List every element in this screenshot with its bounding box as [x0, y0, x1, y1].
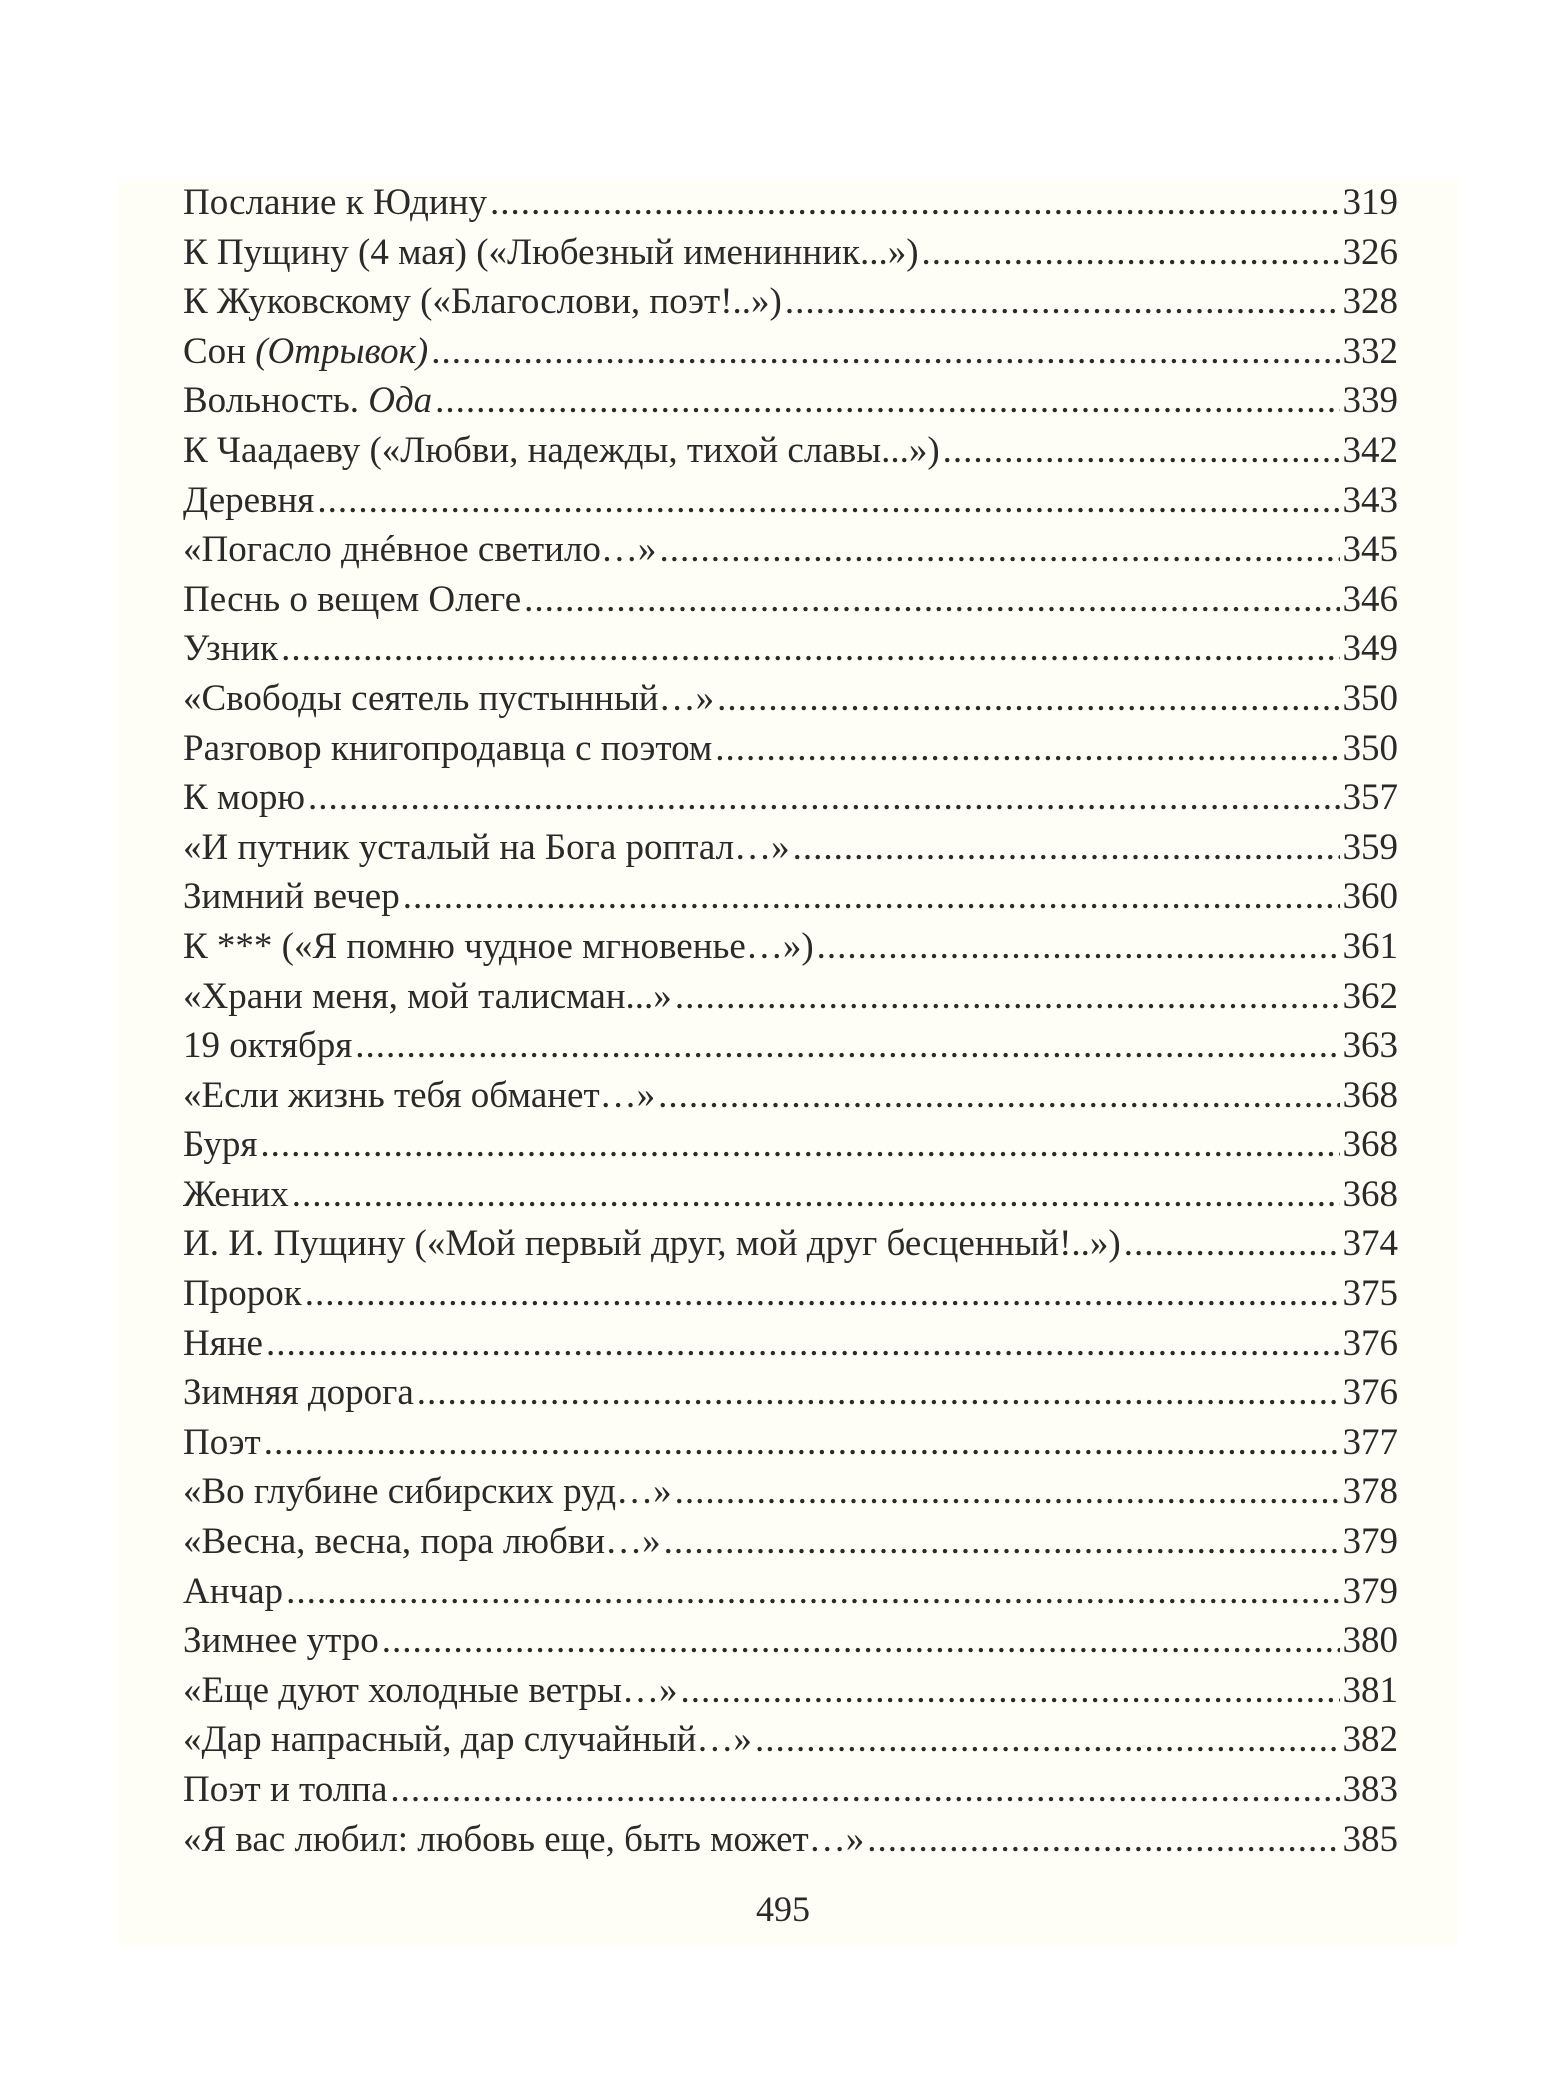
dot-leader: [431, 327, 1339, 377]
toc-entry-page: 362: [1342, 975, 1398, 1017]
toc-entry-title: [183, 972, 672, 1022]
toc-entry-title-text: Зимний вечер: [183, 876, 400, 918]
toc-entry-page: 343: [1342, 479, 1398, 521]
toc-entry-title-text: К Пущину (4 мая) («Любезный именинник...»): [183, 231, 919, 273]
dot-leader: [680, 1666, 1339, 1716]
toc-entry-title-text: Послание к Юдину: [183, 182, 487, 223]
toc-entry-title-text: Буря: [183, 1124, 258, 1166]
toc-entry-page: 383: [1342, 1769, 1398, 1810]
toc-entry: [183, 1418, 1398, 1468]
toc-entry-title-text: «Если жизнь тебя обманет…»: [183, 1074, 656, 1116]
toc-entry-page: 375: [1342, 1273, 1398, 1315]
toc-entry-title: [183, 1517, 661, 1567]
toc-entry-title-text: «Еще дуют холодные ветры…»: [183, 1669, 678, 1711]
toc-entry: [183, 972, 1398, 1022]
dot-leader: [1124, 1219, 1340, 1269]
toc-entry-page: 342: [1342, 429, 1398, 471]
toc-entry-title: [183, 1319, 263, 1369]
dot-leader: [317, 476, 1339, 526]
toc-entry-page: 359: [1342, 826, 1398, 868]
dot-leader: [390, 1765, 1339, 1815]
dot-leader: [524, 575, 1339, 625]
dot-leader: [867, 1815, 1339, 1865]
toc-entry: [183, 1219, 1398, 1269]
toc-entry-page: 360: [1342, 876, 1398, 918]
toc-entry-page: 378: [1342, 1471, 1398, 1513]
toc-entry-title: [183, 476, 314, 526]
toc-entry-title: [183, 1120, 257, 1170]
toc-entry: [183, 1319, 1398, 1369]
toc-entry: [183, 277, 1398, 327]
dot-leader: [793, 823, 1340, 873]
toc-entry-page: 377: [1342, 1421, 1398, 1463]
toc-entry: [183, 674, 1398, 724]
toc-entry-title-text: Поэт и толпа: [183, 1769, 388, 1810]
toc-entry-title: [183, 228, 919, 278]
dot-leader: [715, 724, 1339, 774]
toc-entry: [183, 724, 1398, 774]
toc-entry: [183, 178, 1398, 228]
toc-entry-page: 379: [1342, 1521, 1398, 1563]
toc-entry-note: (Отрывок): [255, 330, 429, 372]
toc-entry-page: 350: [1342, 677, 1398, 719]
toc-entry-title: [183, 773, 305, 823]
toc-entry-title: [183, 1021, 352, 1071]
toc-entry: [183, 1368, 1398, 1418]
toc-entry: [183, 376, 1398, 426]
toc-entry-title: [183, 1269, 302, 1319]
toc-entry: [183, 1269, 1398, 1319]
toc-entry-page: 328: [1342, 281, 1398, 323]
toc-entry: [183, 1616, 1398, 1666]
toc-entry-title: [183, 1219, 1121, 1269]
toc-entry-title: [183, 872, 400, 922]
toc-entry-title: [183, 277, 782, 327]
toc-entry-title: [183, 922, 814, 972]
toc-entry-page: 332: [1342, 330, 1398, 372]
page-number: 495: [756, 1889, 810, 1929]
toc-entry-title: [183, 1170, 289, 1220]
toc-entry-title: [183, 1418, 261, 1468]
toc-entry-page: 319: [1342, 182, 1398, 223]
toc-entry: [183, 773, 1398, 823]
toc-entry-page: 361: [1342, 925, 1398, 967]
dot-leader: [286, 1567, 1339, 1617]
toc-entry: [183, 922, 1398, 972]
toc-entry-title-text: «Храни меня, мой талисман...»: [183, 975, 672, 1017]
dot-leader: [922, 228, 1340, 278]
toc-entry-title: [183, 1765, 387, 1815]
dot-leader: [490, 178, 1340, 228]
dot-leader: [664, 1517, 1340, 1567]
toc-entry-title-text: И. И. Пущину («Мой первый друг, мой друг бесценный!..»): [183, 1223, 1121, 1265]
toc-entry-page: 368: [1342, 1074, 1398, 1116]
dot-leader: [659, 525, 1339, 575]
dot-leader: [281, 624, 1339, 674]
toc-entry-page: 368: [1342, 1124, 1398, 1166]
toc-entry-title: [183, 1616, 379, 1666]
toc-entry-title-text: «Я вас любил: любовь еще, быть может…»: [183, 1818, 865, 1860]
toc-entry: [183, 1715, 1398, 1765]
toc-entry-title-text: К *** («Я помню чудное мгновенье…»): [183, 925, 814, 967]
dot-leader: [785, 277, 1340, 327]
toc-entry: [183, 426, 1398, 476]
toc-entry-title: [183, 575, 521, 625]
dot-leader: [675, 972, 1340, 1022]
toc-entry-title-text: «И путник усталый на Бога роптал…»: [183, 826, 790, 868]
toc-entry-title: [183, 1071, 655, 1121]
toc-entry-page: 379: [1342, 1570, 1398, 1612]
toc-entry: [183, 1517, 1398, 1567]
dot-leader: [403, 872, 1340, 922]
toc-entry-page: 374: [1342, 1223, 1398, 1265]
toc-entry-title: [183, 426, 940, 476]
toc-entry-title-text: Зимнее утро: [183, 1620, 379, 1662]
toc-entry-title: [183, 1467, 672, 1517]
toc-entry-title: [183, 674, 714, 724]
toc-entry-title-text: «Дар напрасный, дар случайный…»: [183, 1719, 752, 1761]
toc-entry-page: 363: [1342, 1025, 1398, 1067]
toc-entry-title-text: «Свободы сеятель пустынный…»: [183, 677, 715, 719]
toc-entry-title-text: «Во глубине сибирских руд…»: [183, 1471, 672, 1513]
toc-entry: [183, 476, 1398, 526]
toc-entry: [183, 228, 1398, 278]
toc-entry: [183, 1765, 1398, 1815]
toc-entry: [183, 327, 1398, 377]
toc-entry-page: 381: [1342, 1669, 1398, 1711]
dot-leader: [435, 376, 1339, 426]
toc-entry-title-text: Жених: [183, 1173, 289, 1215]
dot-leader: [417, 1368, 1340, 1418]
toc-entry-page: 380: [1342, 1620, 1398, 1662]
toc-entry: [183, 1021, 1398, 1071]
toc-entry: [183, 1567, 1398, 1617]
toc-entry-page: 382: [1342, 1719, 1398, 1761]
toc-entry: [183, 1170, 1398, 1220]
toc-entry-page: 346: [1342, 578, 1398, 620]
toc-entry-title-text: Сон: [183, 330, 256, 372]
toc-entry-title: [183, 376, 432, 426]
dot-leader: [260, 1120, 1339, 1170]
toc-entry: [183, 1071, 1398, 1121]
toc-entry-title: [183, 624, 278, 674]
toc-entry-page: 339: [1342, 380, 1398, 422]
dot-leader: [658, 1071, 1339, 1121]
dot-leader: [675, 1467, 1340, 1517]
toc-entry-title: [183, 823, 790, 873]
dot-leader: [817, 922, 1340, 972]
toc-entry-page: 368: [1342, 1173, 1398, 1215]
toc-entry-title-text: К Чаадаеву («Любви, надежды, тихой славы...»): [183, 429, 940, 471]
toc-entry-title-text: К Жуковскому («Благослови, поэт!..»): [183, 281, 782, 323]
toc-entry: [183, 575, 1398, 625]
toc-entry-title-text: Узник: [183, 628, 279, 670]
toc-entry-title: [183, 1715, 752, 1765]
dot-leader: [755, 1715, 1340, 1765]
toc-entry: [183, 624, 1398, 674]
toc-entry-title: [183, 178, 487, 228]
toc-entry: [183, 1666, 1398, 1716]
table-of-contents: [183, 178, 1398, 1864]
dot-leader: [264, 1418, 1340, 1468]
toc-entry-title-text: Пророк: [183, 1273, 302, 1315]
toc-entry-title-text: «Весна, весна, пора любви…»: [183, 1521, 661, 1563]
toc-entry: [183, 872, 1398, 922]
toc-entry: [183, 1120, 1398, 1170]
toc-entry-title-text: Вольность.: [183, 380, 369, 422]
toc-entry-title-text: Разговор книгопродавца с поэтом: [183, 727, 713, 769]
dot-leader: [382, 1616, 1340, 1666]
toc-entry-title-text: Поэт: [183, 1421, 261, 1463]
toc-entry-title: [183, 1666, 677, 1716]
dot-leader: [305, 1269, 1340, 1319]
toc-entry-page: 345: [1342, 529, 1398, 571]
dot-leader: [355, 1021, 1339, 1071]
toc-entry-title-text: Деревня: [183, 479, 315, 521]
toc-entry-title: [183, 1368, 414, 1418]
toc-entry-title-text: Няне: [183, 1322, 263, 1364]
toc-entry-page: 385: [1342, 1818, 1398, 1860]
toc-entry: [183, 1815, 1398, 1865]
toc-entry-title-text: К морю: [183, 777, 305, 819]
toc-entry: [183, 823, 1398, 873]
toc-entry-title: [183, 724, 712, 774]
toc-entry-page: 326: [1342, 231, 1398, 273]
toc-entry-page: 357: [1342, 777, 1398, 819]
toc-entry-title: [183, 1815, 864, 1865]
toc-entry-title-text: Песнь о вещем Олеге: [183, 578, 522, 620]
dot-leader: [266, 1319, 1340, 1369]
dot-leader: [717, 674, 1339, 724]
dot-leader: [292, 1170, 1340, 1220]
toc-entry-title-text: Анчар: [183, 1570, 284, 1612]
toc-entry-title-text: 19 октября: [183, 1025, 353, 1067]
toc-entry-title: [183, 327, 428, 377]
toc-entry: [183, 1467, 1398, 1517]
toc-entry-title-text: Зимняя дорога: [183, 1372, 414, 1414]
toc-entry-page: 376: [1342, 1322, 1398, 1364]
toc-entry-page: 376: [1342, 1372, 1398, 1414]
toc-entry-title-text: «Погасло днéвное светило…»: [183, 529, 657, 571]
toc-entry-page: 350: [1342, 727, 1398, 769]
toc-entry: [183, 525, 1398, 575]
toc-entry-page: 349: [1342, 628, 1398, 670]
dot-leader: [308, 773, 1340, 823]
toc-entry-title: [183, 525, 656, 575]
toc-entry-title: [183, 1567, 283, 1617]
dot-leader: [943, 426, 1340, 476]
toc-entry-note: Ода: [368, 380, 433, 422]
